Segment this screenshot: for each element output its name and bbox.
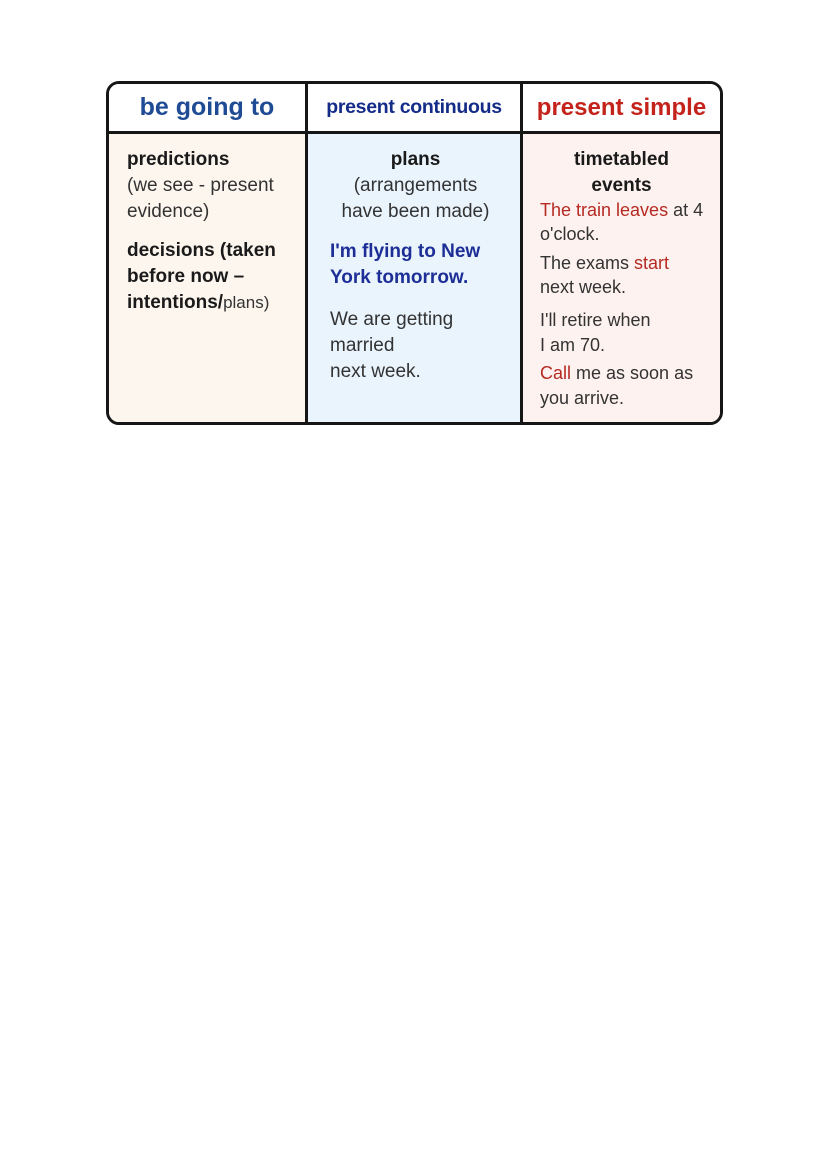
plans-note-line2: have been made) (341, 201, 490, 222)
the-exams-text: The exams (540, 253, 635, 273)
predictions-note-line2: evidence) (127, 201, 210, 222)
example-call-line2: you arrive. (540, 388, 625, 408)
header-be-going-to: be going to (109, 84, 305, 134)
predictions-note-line1: (we see - present (127, 175, 274, 196)
example-call-line1 (540, 360, 693, 386)
decisions-line2: before now – (127, 266, 245, 287)
column-present-continuous (308, 84, 523, 422)
timetabled-label: timetabled (573, 149, 670, 170)
plans-note-line1: (arrangements (353, 175, 478, 196)
example-exams-line1 (540, 250, 669, 276)
example-married-line3: next week. (330, 361, 421, 382)
call-text: Call (540, 363, 572, 383)
predictions-label: predictions (127, 149, 230, 170)
decisions-line1: decisions (taken (127, 240, 276, 261)
start-text: start (634, 253, 670, 273)
at-4-text: at 4 (668, 200, 704, 220)
decisions-line3 (127, 290, 269, 316)
events-label: events (591, 175, 652, 196)
example-retire-line1: I'll retire when (540, 310, 651, 330)
example-exams-line2: next week. (540, 277, 627, 297)
example-train-line1 (540, 197, 703, 223)
example-train-line2: o'clock. (540, 224, 600, 244)
grammar-table (106, 81, 723, 425)
example-married-line2: married (330, 335, 395, 356)
plans-text: plans) (223, 293, 270, 312)
column-present-simple (523, 84, 720, 422)
header-present-continuous: present continuous (308, 84, 520, 134)
column-be-going-to (109, 84, 308, 422)
example-married-line1: We are getting (330, 309, 454, 330)
plans-label: plans (390, 149, 441, 170)
header-present-simple: present simple (523, 84, 720, 134)
me-as-soon-text: me as soon as (571, 363, 694, 383)
example-retire-line2: I am 70. (540, 335, 606, 355)
train-leaves-text: The train leaves (540, 200, 669, 220)
intentions-text: intentions/ (127, 292, 224, 313)
example-flying-line2: York tomorrow. (330, 267, 469, 288)
example-flying-line1: I'm flying to New (330, 241, 481, 262)
